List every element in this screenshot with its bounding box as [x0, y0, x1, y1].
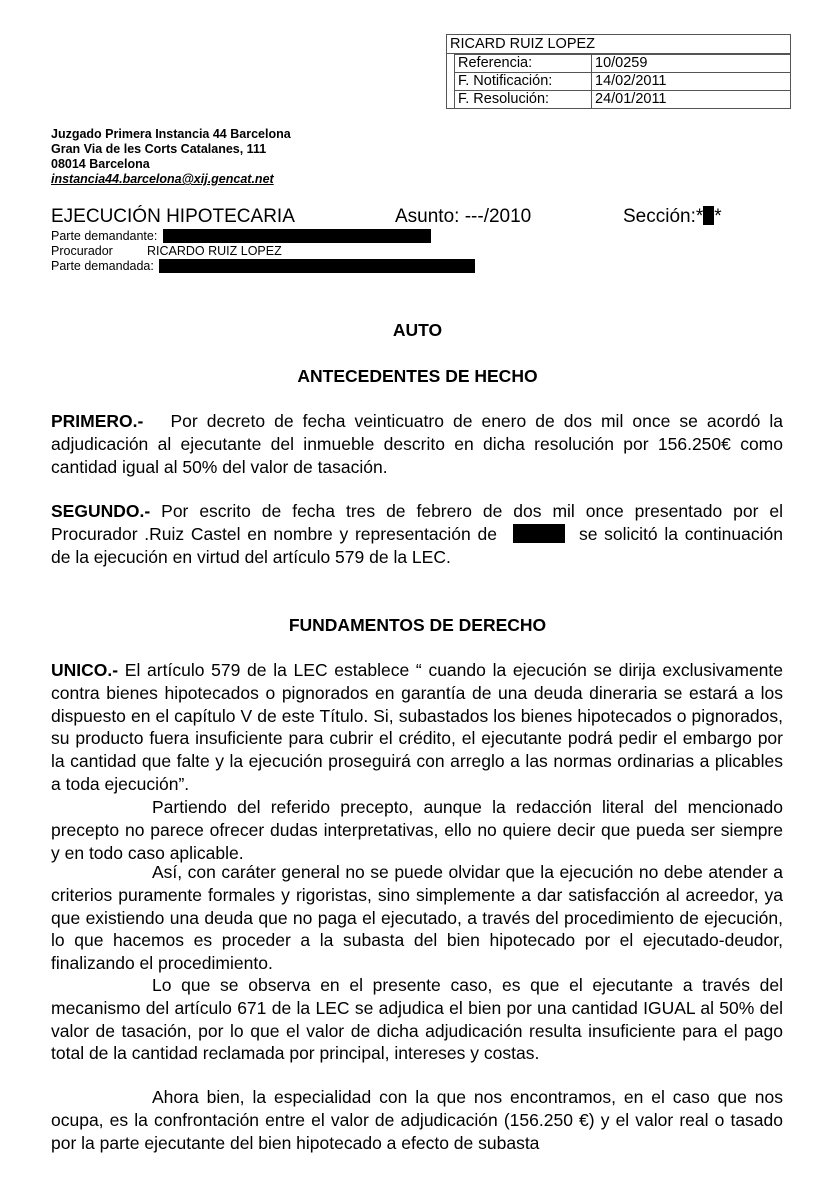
procedure-type: EJECUCIÓN HIPOTECARIA [51, 206, 295, 227]
paragraph-4-text: Lo que se observa en el presente caso, es que el ejecutante a través del mecanismo del artículo 671 de la LEC se adjudica el bien por una cantidad IGUAL al 50% del valor de tasación, por lo que el valor de dicha adjudicación resulta insuficiente para el pago total de la cantidad reclamada por principal, intereses y costas. [51, 975, 783, 1064]
court-city: 08014 Barcelona [51, 157, 150, 171]
paragraph-5-text: Ahora bien, la especialidad con la que nos encontramos, en el caso que nos ocupa, es la confrontación entre el valor de adjudicación (156.250 €) y el valor real o tasado por la parte ejecutante del bien hipotecado a efecto de subasta [51, 1087, 783, 1153]
seccion-suffix: * [714, 206, 722, 227]
court-address: Gran Via de les Corts Catalanes, 111 [51, 142, 267, 156]
reference-label: Referencia: [455, 55, 592, 73]
resolution-date-value: 24/01/2011 [592, 91, 791, 109]
procedure-seccion [623, 206, 722, 228]
unico-lead: UNICO.- [51, 660, 119, 680]
defendant-line [51, 259, 481, 273]
document-title: AUTO [392, 320, 443, 340]
paragraph-unico [51, 659, 783, 796]
paragraph-2 [51, 796, 783, 864]
procurador-name: RICARDO RUIZ LOPEZ [147, 244, 282, 258]
plaintiff-redaction [163, 229, 431, 243]
recipient-name: RICARD RUIZ LOPEZ [447, 35, 790, 54]
paragraph-2-text: Partiendo del referido precepto, aunque la redacción literal del mencionado precepto no parece ofrecer dudas interpretativas, ello no quiere decir que pueda ser siempre y en todo caso aplicable. [51, 797, 783, 863]
reference-value: 10/0259 [592, 55, 791, 73]
section-heading-fundamentos: FUNDAMENTOS DE DERECHO [288, 615, 547, 635]
plaintiff-line [51, 229, 451, 243]
unico-text: El artículo 579 de la LEC establece “ cuando la ejecución se dirija exclusivamente contra bienes hipotecados o pignorados en garantía de una deuda dineraria se estará a los dispuesto en el capítulo V de este Título. Si, subastados los bienes hipotecados o pignorados, su producto fuera insuficiente para cubrir el crédito, el ejecutante podrá pedir el embargo por la cantidad que falte y la ejecución proseguirá con arreglo a las normas ordinarias a plicables a toda ejecución”. [51, 660, 783, 794]
paragraph-4 [51, 974, 783, 1065]
primero-lead: PRIMERO.- [51, 411, 144, 431]
defendant-redaction [159, 259, 475, 273]
primero-text: Por decreto de fecha veinticuatro de enero de dos mil once se acordó la adjudicación al ejecutante del inmueble descrito en dicha resolución por 156.250€ como cantidad igual al 50% del valor de tasación. [51, 411, 783, 477]
reference-table [454, 54, 790, 108]
redaction-block [703, 206, 714, 225]
plaintiff-label: Parte demandante: [51, 229, 158, 243]
section-heading-antecedentes: ANTECEDENTES DE HECHO [297, 366, 538, 386]
procurador-label: Procurador [51, 244, 113, 258]
seccion-prefix: Sección:* [623, 206, 704, 227]
procurador-line [51, 244, 451, 258]
segundo-text-b: se solicitó la continuación de la ejecución en virtud del artículo 579 de la LEC. [51, 523, 783, 567]
resolution-date-label: F. Resolución: [455, 91, 592, 109]
reference-box [446, 34, 791, 109]
reference-row [455, 55, 791, 73]
paragraph-segundo [51, 500, 783, 568]
paragraph-3-text: Así, con caráter general no se puede olvidar que la ejecución no debe atender a criterios puramente formales y rigoristas, sino simplemente a dar satisfacción al acreedor, ya que existiendo una deuda que no paga el ejecutado, a través del procedimiento de ejecución, lo que hacemos es proceder a la subasta del bien hipotecado por el ejecutado-deudor, finalizando el procedimiento. [51, 862, 783, 974]
procedure-asunto: Asunto: ---/2010 [395, 206, 532, 227]
segundo-lead: SEGUNDO.- [51, 501, 151, 521]
notification-date-row [455, 73, 791, 91]
representative-redaction [513, 524, 565, 543]
notification-date-value: 14/02/2011 [592, 73, 791, 91]
defendant-label: Parte demandada: [51, 259, 154, 273]
court-info [51, 127, 291, 187]
court-email: instancia44.barcelona@xij.gencat.net [51, 172, 274, 186]
segundo-text-a: Por escrito de fecha tres de febrero de dos mil once presentado por el Procurador .Ruiz Castel en nombre y representación de [51, 501, 783, 544]
court-name: Juzgado Primera Instancia 44 Barcelona [51, 127, 291, 141]
paragraph-3 [51, 861, 783, 975]
notification-date-label: F. Notificación: [455, 73, 592, 91]
resolution-date-row [455, 91, 791, 109]
paragraph-primero [51, 410, 783, 478]
paragraph-5 [51, 1086, 783, 1154]
